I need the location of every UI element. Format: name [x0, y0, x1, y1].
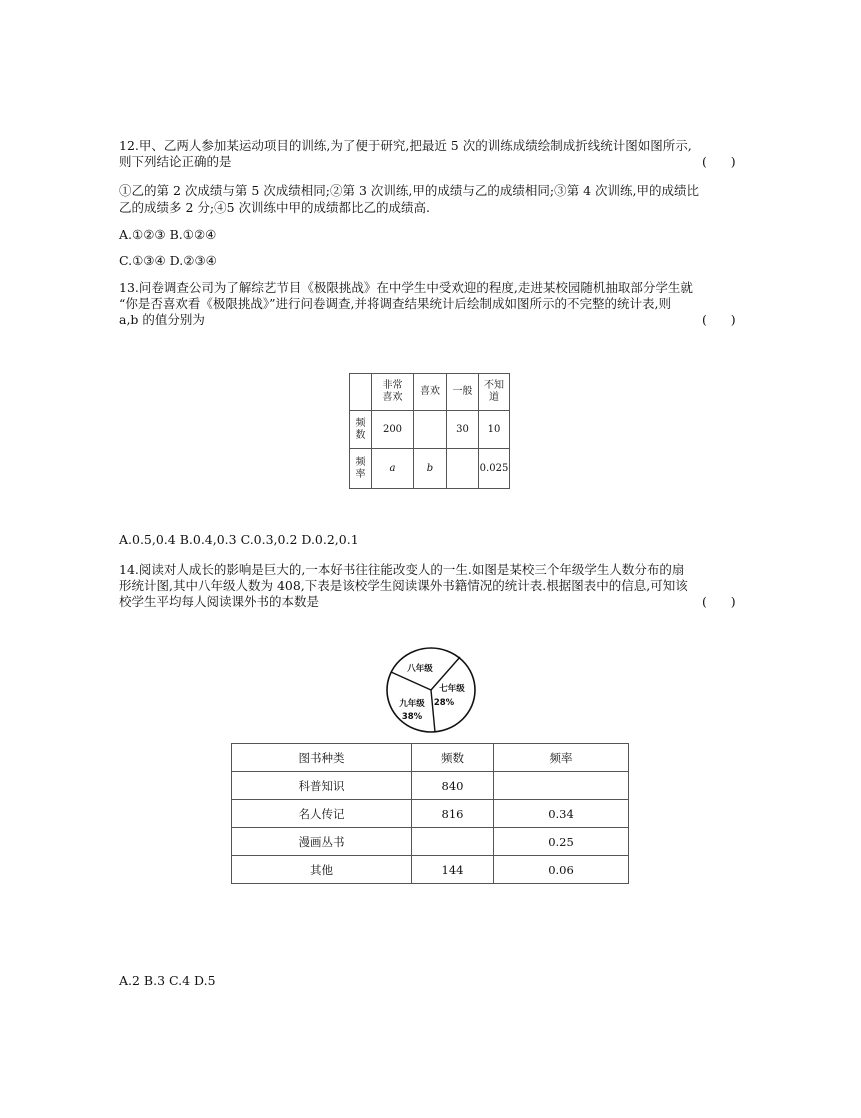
q13-line3: a,b 的值分别为	[119, 312, 205, 327]
q14-cell: 0.06	[494, 856, 629, 884]
q12-line1: 12.甲、乙两人参加某运动项目的训练,为了便于研究,把最近 5 次的训练成绩绘制成折线统计图如图所示,	[119, 138, 692, 153]
q14-header-frequency: 频数	[412, 744, 494, 772]
q13-row-rate-label: 频 率	[350, 449, 372, 489]
q14-cell: 漫画丛书	[232, 828, 412, 856]
pie-label-grade7: 七年级	[439, 684, 465, 694]
q14-books-table	[231, 743, 629, 884]
q13-cell-a: a	[372, 449, 414, 489]
q14-header-type: 图书种类	[232, 744, 412, 772]
q13-header-like: 喜欢	[414, 374, 447, 411]
q14-cell: 840	[412, 772, 494, 800]
q14-cell: 0.25	[494, 828, 629, 856]
q14-answer-bracket: ( )	[702, 594, 736, 609]
pie-label-grade9-pct: 38%	[401, 712, 423, 722]
q14-cell: 其他	[232, 856, 412, 884]
q14-cell	[494, 772, 629, 800]
grade-pie-chart	[384, 645, 478, 735]
q14-cell: 144	[412, 856, 494, 884]
q14-header-rate: 频率	[494, 744, 629, 772]
q13-options: A.0.5,0.4 B.0.4,0.3 C.0.3,0.2 D.0.2,0.1	[119, 532, 359, 547]
q13-cell: 30	[447, 411, 479, 449]
q14-line2: 形统计图,其中八年级人数为 408,下表是该校学生阅读课外书籍情况的统计表.根据图表中的信息,可知该	[119, 578, 688, 593]
q13-cell	[447, 449, 479, 489]
q12-statement2: 乙的成绩多 2 分;④5 次训练中甲的成绩都比乙的成绩高.	[119, 200, 431, 215]
q13-answer-bracket: ( )	[702, 312, 736, 327]
q12-options-ab: A.①②③ B.①②④	[119, 227, 217, 242]
q14-cell: 名人传记	[232, 800, 412, 828]
q13-row-frequency-label: 频 数	[350, 411, 372, 449]
q13-line1: 13.问卷调查公司为了解综艺节目《极限挑战》在中学生中受欢迎的程度,走进某校园随机抽取部分学生就	[119, 280, 693, 295]
q14-line1: 14.阅读对人成长的影响是巨大的,一本好书往往能改变人的一生.如图是某校三个年级学生人数分布的扇	[119, 562, 685, 577]
pie-label-grade8: 八年级	[407, 664, 433, 674]
q12-options-cd: C.①③④ D.②③④	[119, 253, 217, 268]
q12-line2: 则下列结论正确的是	[119, 154, 232, 169]
q13-cell	[414, 411, 447, 449]
q13-header-average: 一般	[447, 374, 479, 411]
pie-label-grade7-pct: 28%	[433, 698, 455, 708]
q12-answer-bracket: ( )	[702, 154, 736, 169]
q13-table-corner	[350, 374, 372, 411]
q13-header-very-like: 非常 喜欢	[372, 374, 414, 411]
q13-cell: 10	[479, 411, 510, 449]
pie-label-grade9: 九年级	[399, 699, 425, 709]
q13-header-unknown: 不知 道	[479, 374, 510, 411]
q14-options: A.2 B.3 C.4 D.5	[119, 973, 216, 988]
q13-line2: “你是否喜欢看《极限挑战》”进行问卷调查,并将调查结果统计后绘制成如图所示的不完整的统计表,则	[119, 296, 671, 311]
q13-cell: 0.025	[479, 449, 510, 489]
q14-line3: 校学生平均每人阅读课外书的本数是	[119, 594, 320, 609]
q14-cell: 科普知识	[232, 772, 412, 800]
q14-cell: 816	[412, 800, 494, 828]
q14-cell	[412, 828, 494, 856]
q13-survey-table	[349, 373, 510, 489]
q12-statement1: ①乙的第 2 次成绩与第 5 次成绩相同;②第 3 次训练,甲的成绩与乙的成绩相同;③第 4 次训练,甲的成绩比	[119, 183, 699, 198]
q13-cell-b: b	[414, 449, 447, 489]
q14-cell: 0.34	[494, 800, 629, 828]
q13-cell: 200	[372, 411, 414, 449]
